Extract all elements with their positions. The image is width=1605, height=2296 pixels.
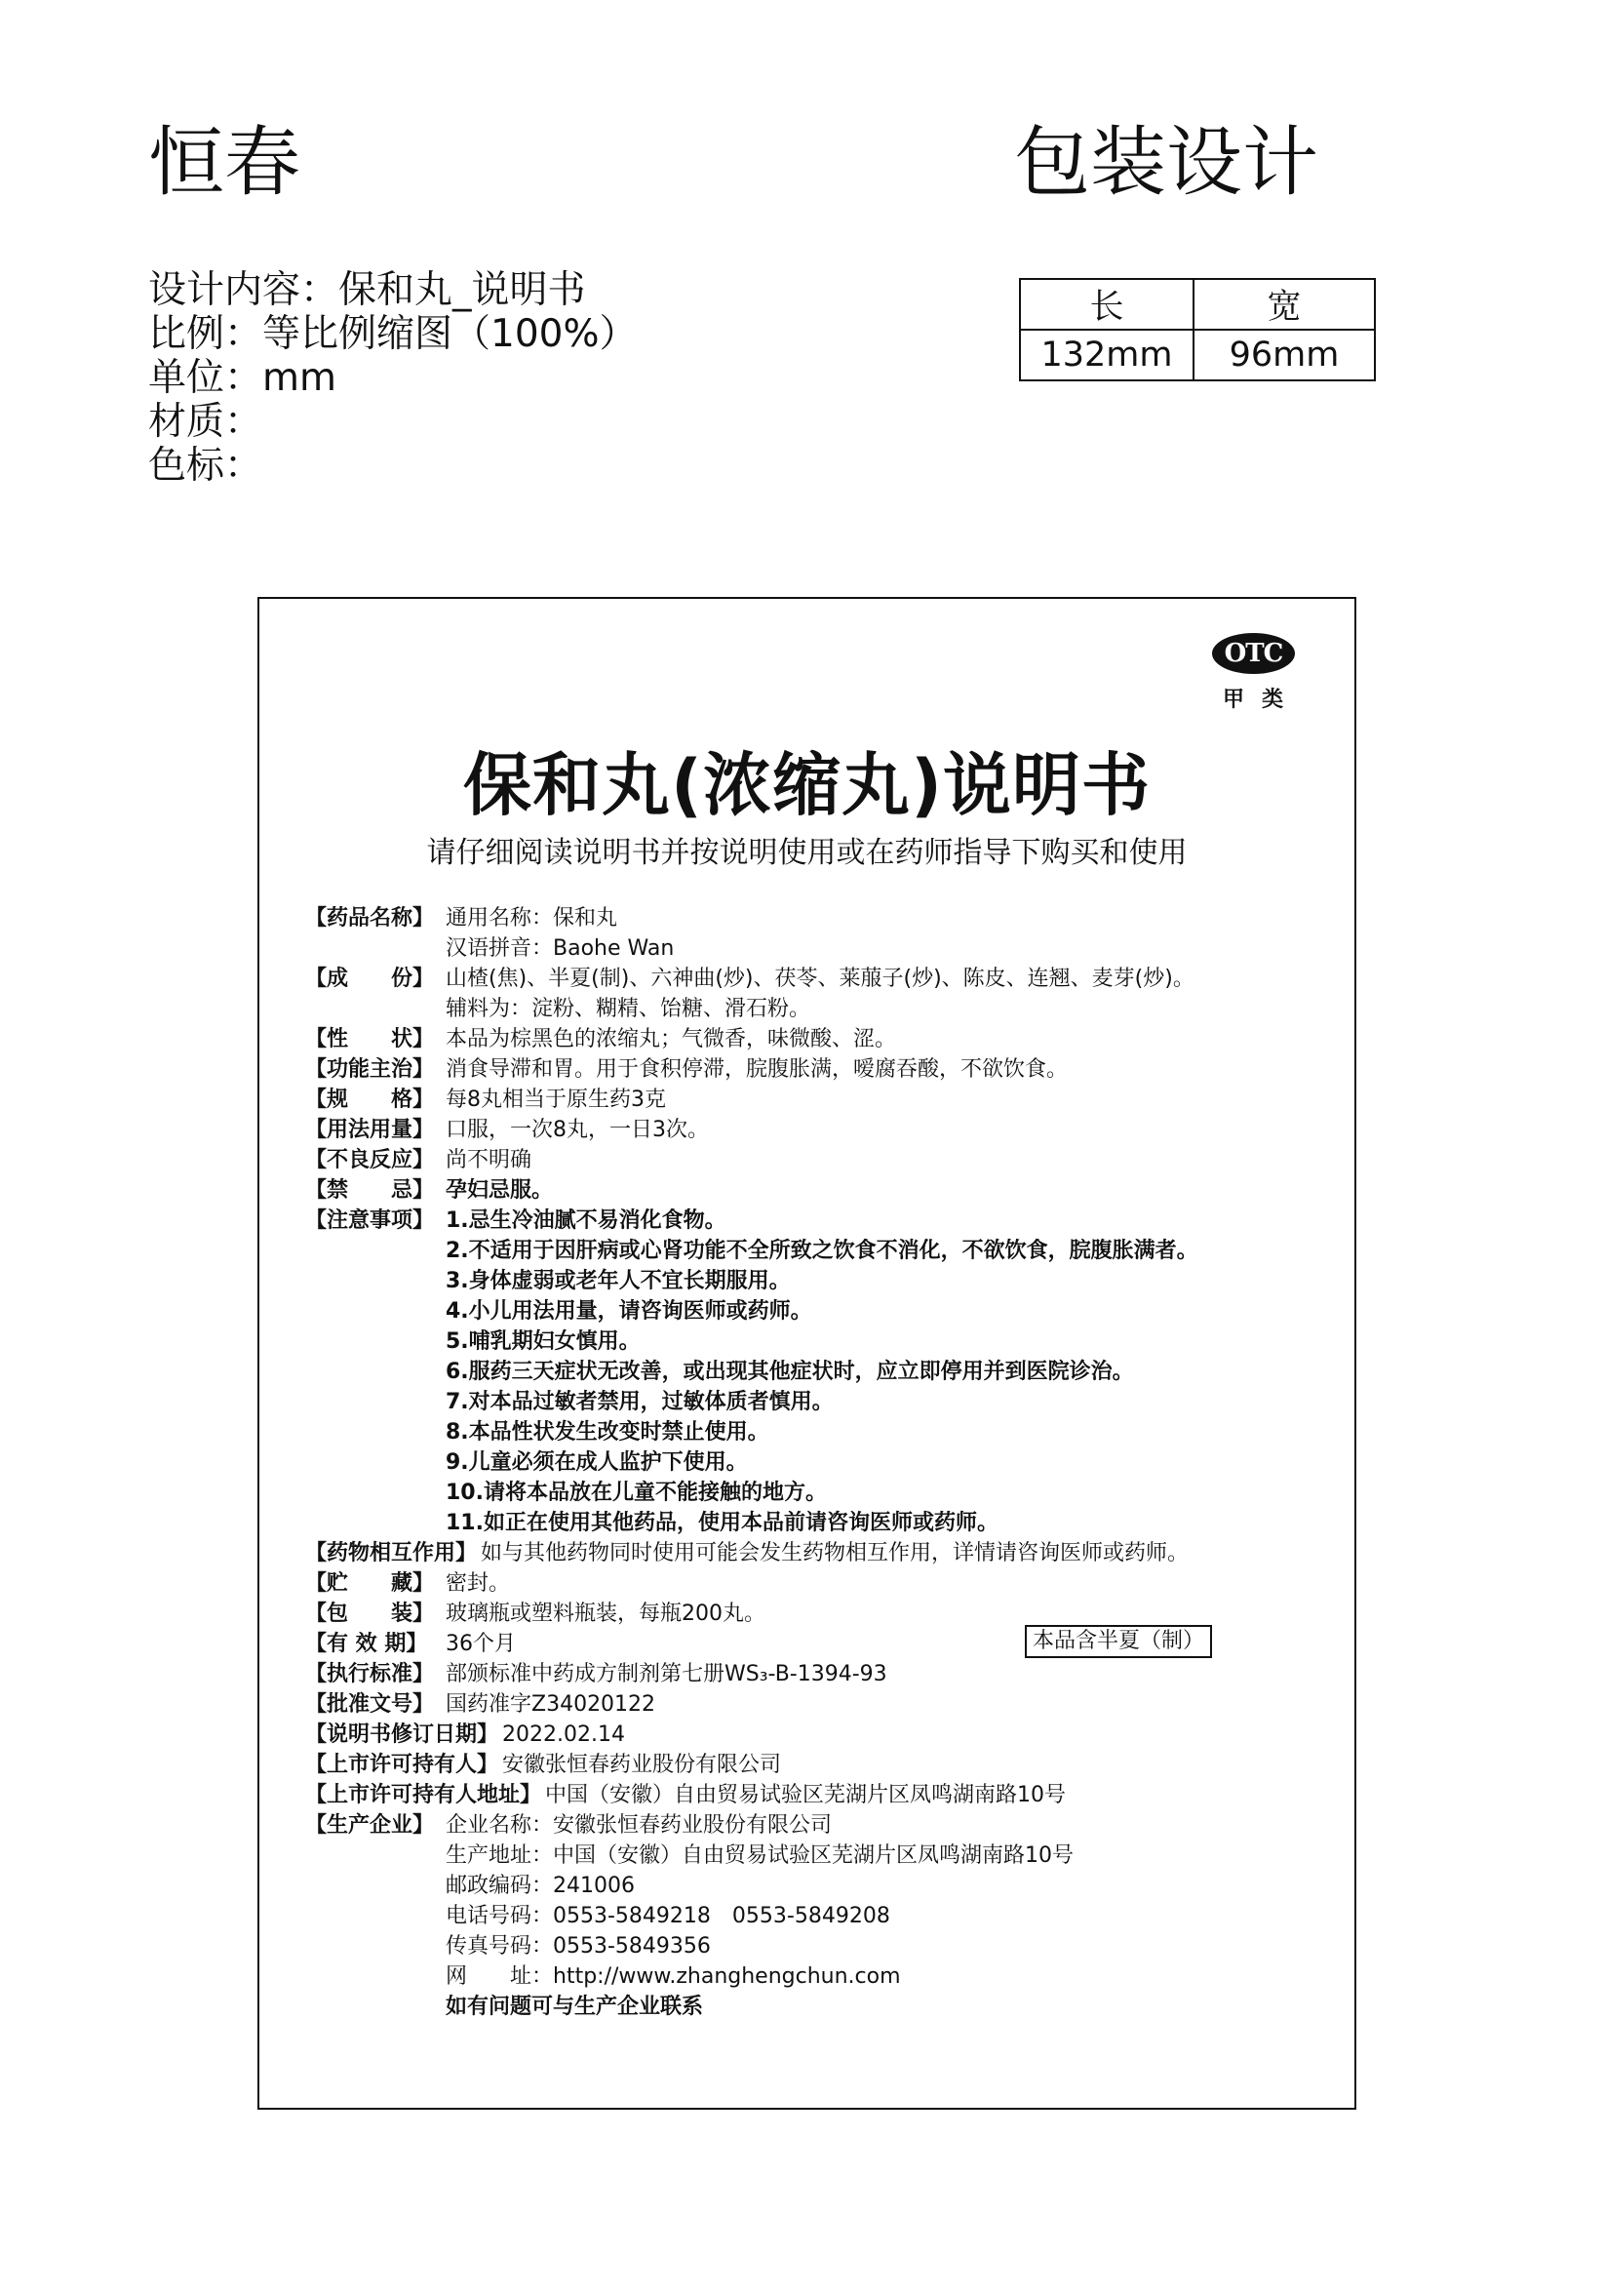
meta-color-code: 色标：	[148, 444, 263, 488]
section-label: 【生产企业】	[305, 1813, 435, 1838]
section-row	[305, 1145, 1325, 1175]
section-line: 辅料为：淀粉、糊精、饴糖、滑石粉。	[446, 997, 811, 1021]
section-label: 【不良反应】	[305, 1148, 435, 1172]
size-header-length: 长	[1020, 279, 1194, 330]
section-line: 安徽张恒春药业股份有限公司	[502, 1753, 782, 1777]
section-line: 尚不明确	[446, 1148, 532, 1172]
size-value-width: 96mm	[1194, 330, 1375, 380]
section-line: 网 址：http://www.zhanghengchun.com	[446, 1964, 901, 1989]
section-label: 【批准文号】	[305, 1692, 435, 1717]
brand-name: 恒春	[148, 119, 301, 207]
meta-design-content: 设计内容：保和丸_说明书	[148, 268, 586, 312]
section-line: 通用名称：保和丸	[446, 906, 618, 930]
section-line: 国药准字Z34020122	[446, 1692, 656, 1717]
section-line: 口服，一次8丸，一日3次。	[446, 1118, 709, 1142]
otc-class-label: 甲类	[1223, 688, 1302, 712]
otc-badge: OTC	[1212, 633, 1295, 674]
section-row	[305, 1054, 1325, 1085]
section-label	[305, 1992, 442, 2022]
section-row	[305, 1175, 1325, 1206]
section-values	[446, 1659, 887, 1689]
section-label: 【执行标准】	[305, 1662, 435, 1686]
section-label: 【注意事项】	[305, 1208, 435, 1233]
section-row	[305, 903, 1325, 964]
section-values	[446, 1810, 1074, 1992]
section-row	[305, 1689, 1325, 1720]
section-line: 7.对本品过敏者禁用，过敏体质者慎用。	[446, 1390, 834, 1414]
section-line: 10.请将本品放在儿童不能接触的地方。	[446, 1481, 827, 1505]
section-values	[446, 1568, 510, 1599]
section-row	[305, 1085, 1325, 1115]
section-line: 如有问题可与生产企业联系	[446, 1995, 704, 2019]
section-values	[446, 1629, 516, 1659]
section-label: 【用法用量】	[305, 1118, 435, 1142]
design-meta	[148, 268, 638, 488]
section-line: 5.哺乳期妇女慎用。	[446, 1329, 641, 1354]
section-line: 密封。	[446, 1571, 511, 1596]
section-row	[305, 1810, 1325, 1992]
section-line: 4.小儿用法用量，请咨询医师或药师。	[446, 1299, 812, 1324]
section-line: 邮政编码：241006	[446, 1874, 635, 1898]
meta-unit: 单位：mm	[148, 356, 336, 400]
section-line: 2.不适用于因肝病或心肾功能不全所致之饮食不消化，不欲饮食，脘腹胀满者。	[446, 1239, 1198, 1263]
section-line: 生产地址：中国（安徽）自由贸易试验区芜湖片区凤鸣湖南路10号	[446, 1843, 1074, 1868]
section-line: 36个月	[446, 1632, 516, 1656]
section-line: 玻璃瓶或塑料瓶装，每瓶200丸。	[446, 1602, 765, 1626]
section-label: 【性 状】	[305, 1027, 435, 1051]
section-line: 11.如正在使用其他药品，使用本品前请咨询医师或药师。	[446, 1511, 998, 1535]
section-values	[446, 1992, 703, 2022]
section-row	[305, 1720, 1325, 1750]
section-label: 【有 效 期】	[305, 1632, 428, 1656]
section-label: 【规 格】	[305, 1088, 435, 1112]
section-values	[502, 1720, 625, 1750]
section-line: 孕妇忌服。	[446, 1178, 554, 1203]
section-line: 2022.02.14	[502, 1722, 625, 1747]
section-values	[481, 1538, 1189, 1568]
section-line: 电话号码：0553-5849218 0553-5849208	[446, 1904, 890, 1928]
meta-scale: 比例：等比例缩图（100%）	[148, 312, 638, 356]
section-row	[305, 1750, 1325, 1780]
section-line: 传真号码：0553-5849356	[446, 1934, 711, 1959]
section-row	[305, 1024, 1325, 1054]
meta-material: 材质：	[148, 400, 263, 444]
section-row	[305, 1115, 1325, 1145]
section-line: 汉语拼音：Baohe Wan	[446, 936, 675, 961]
section-line: 6.服药三天症状无改善，或出现其他症状时，应立即停用并到医院诊治。	[446, 1360, 1134, 1384]
section-line: 消食导滞和胃。用于食积停滞，脘腹胀满，嗳腐吞酸，不欲饮食。	[446, 1057, 1069, 1082]
leaflet-subtitle: 请仔细阅读说明书并按说明使用或在药师指导下购买和使用	[426, 836, 1188, 870]
section-line: 如与其他药物同时使用可能会发生药物相互作用，详情请咨询医师或药师。	[481, 1541, 1190, 1565]
section-label: 【贮 藏】	[305, 1571, 435, 1596]
boxed-note: 本品含半夏（制）	[1025, 1625, 1212, 1658]
section-label: 【药品名称】	[305, 906, 435, 930]
section-line: 每8丸相当于原生药3克	[446, 1088, 666, 1112]
section-label: 【包 装】	[305, 1602, 435, 1626]
section-values	[446, 1599, 765, 1629]
section-line: 部颁标准中药成方制剂第七册WS₃-B-1394-93	[446, 1662, 887, 1686]
section-line: 中国（安徽）自由贸易试验区芜湖片区凤鸣湖南路10号	[545, 1783, 1067, 1807]
section-line: 9.儿童必须在成人监护下使用。	[446, 1450, 748, 1475]
section-label: 【成 份】	[305, 967, 435, 991]
section-row	[305, 1206, 1325, 1538]
section-values	[446, 1024, 896, 1054]
size-table	[1019, 278, 1376, 381]
size-header-width: 宽	[1194, 279, 1375, 330]
section-values	[446, 903, 674, 964]
section-line: 3.身体虚弱或老年人不宜长期服用。	[446, 1269, 791, 1293]
section-label: 【禁 忌】	[305, 1178, 435, 1203]
leaflet-title: 保和丸(浓缩丸)说明书	[463, 745, 1151, 825]
section-values	[446, 1175, 553, 1206]
section-row	[305, 1659, 1325, 1689]
packaging-design-title: 包装设计	[1014, 119, 1319, 207]
section-label: 【功能主治】	[305, 1057, 435, 1082]
section-values	[446, 1145, 531, 1175]
section-label: 【上市许可持有人地址】	[305, 1783, 542, 1807]
section-row	[305, 964, 1325, 1024]
section-values	[446, 1206, 1198, 1538]
section-row	[305, 1568, 1325, 1599]
section-row	[305, 1538, 1325, 1568]
section-label: 【药物相互作用】	[305, 1541, 478, 1565]
leaflet-sections	[305, 903, 1325, 2022]
section-values	[545, 1780, 1066, 1810]
section-line: 本品为棕黑色的浓缩丸；气微香，味微酸、涩。	[446, 1027, 897, 1051]
section-values	[446, 1689, 655, 1720]
section-line: 1.忌生冷油腻不易消化食物。	[446, 1208, 726, 1233]
section-line: 企业名称：安徽张恒春药业股份有限公司	[446, 1813, 833, 1838]
section-values	[446, 1115, 709, 1145]
section-row	[305, 1780, 1325, 1810]
leaflet-sheet	[257, 597, 1356, 2110]
section-line: 8.本品性状发生改变时禁止使用。	[446, 1420, 769, 1445]
size-value-length: 132mm	[1020, 330, 1194, 380]
section-label: 【上市许可持有人】	[305, 1753, 499, 1777]
section-row	[305, 1992, 1325, 2022]
section-label: 【说明书修订日期】	[305, 1722, 499, 1747]
section-values	[446, 1085, 666, 1115]
section-line: 山楂(焦)、半夏(制)、六神曲(炒)、茯苓、莱菔子(炒)、陈皮、连翘、麦芽(炒)。	[446, 967, 1194, 991]
section-values	[446, 964, 1194, 1024]
section-values	[502, 1750, 781, 1780]
section-values	[446, 1054, 1068, 1085]
